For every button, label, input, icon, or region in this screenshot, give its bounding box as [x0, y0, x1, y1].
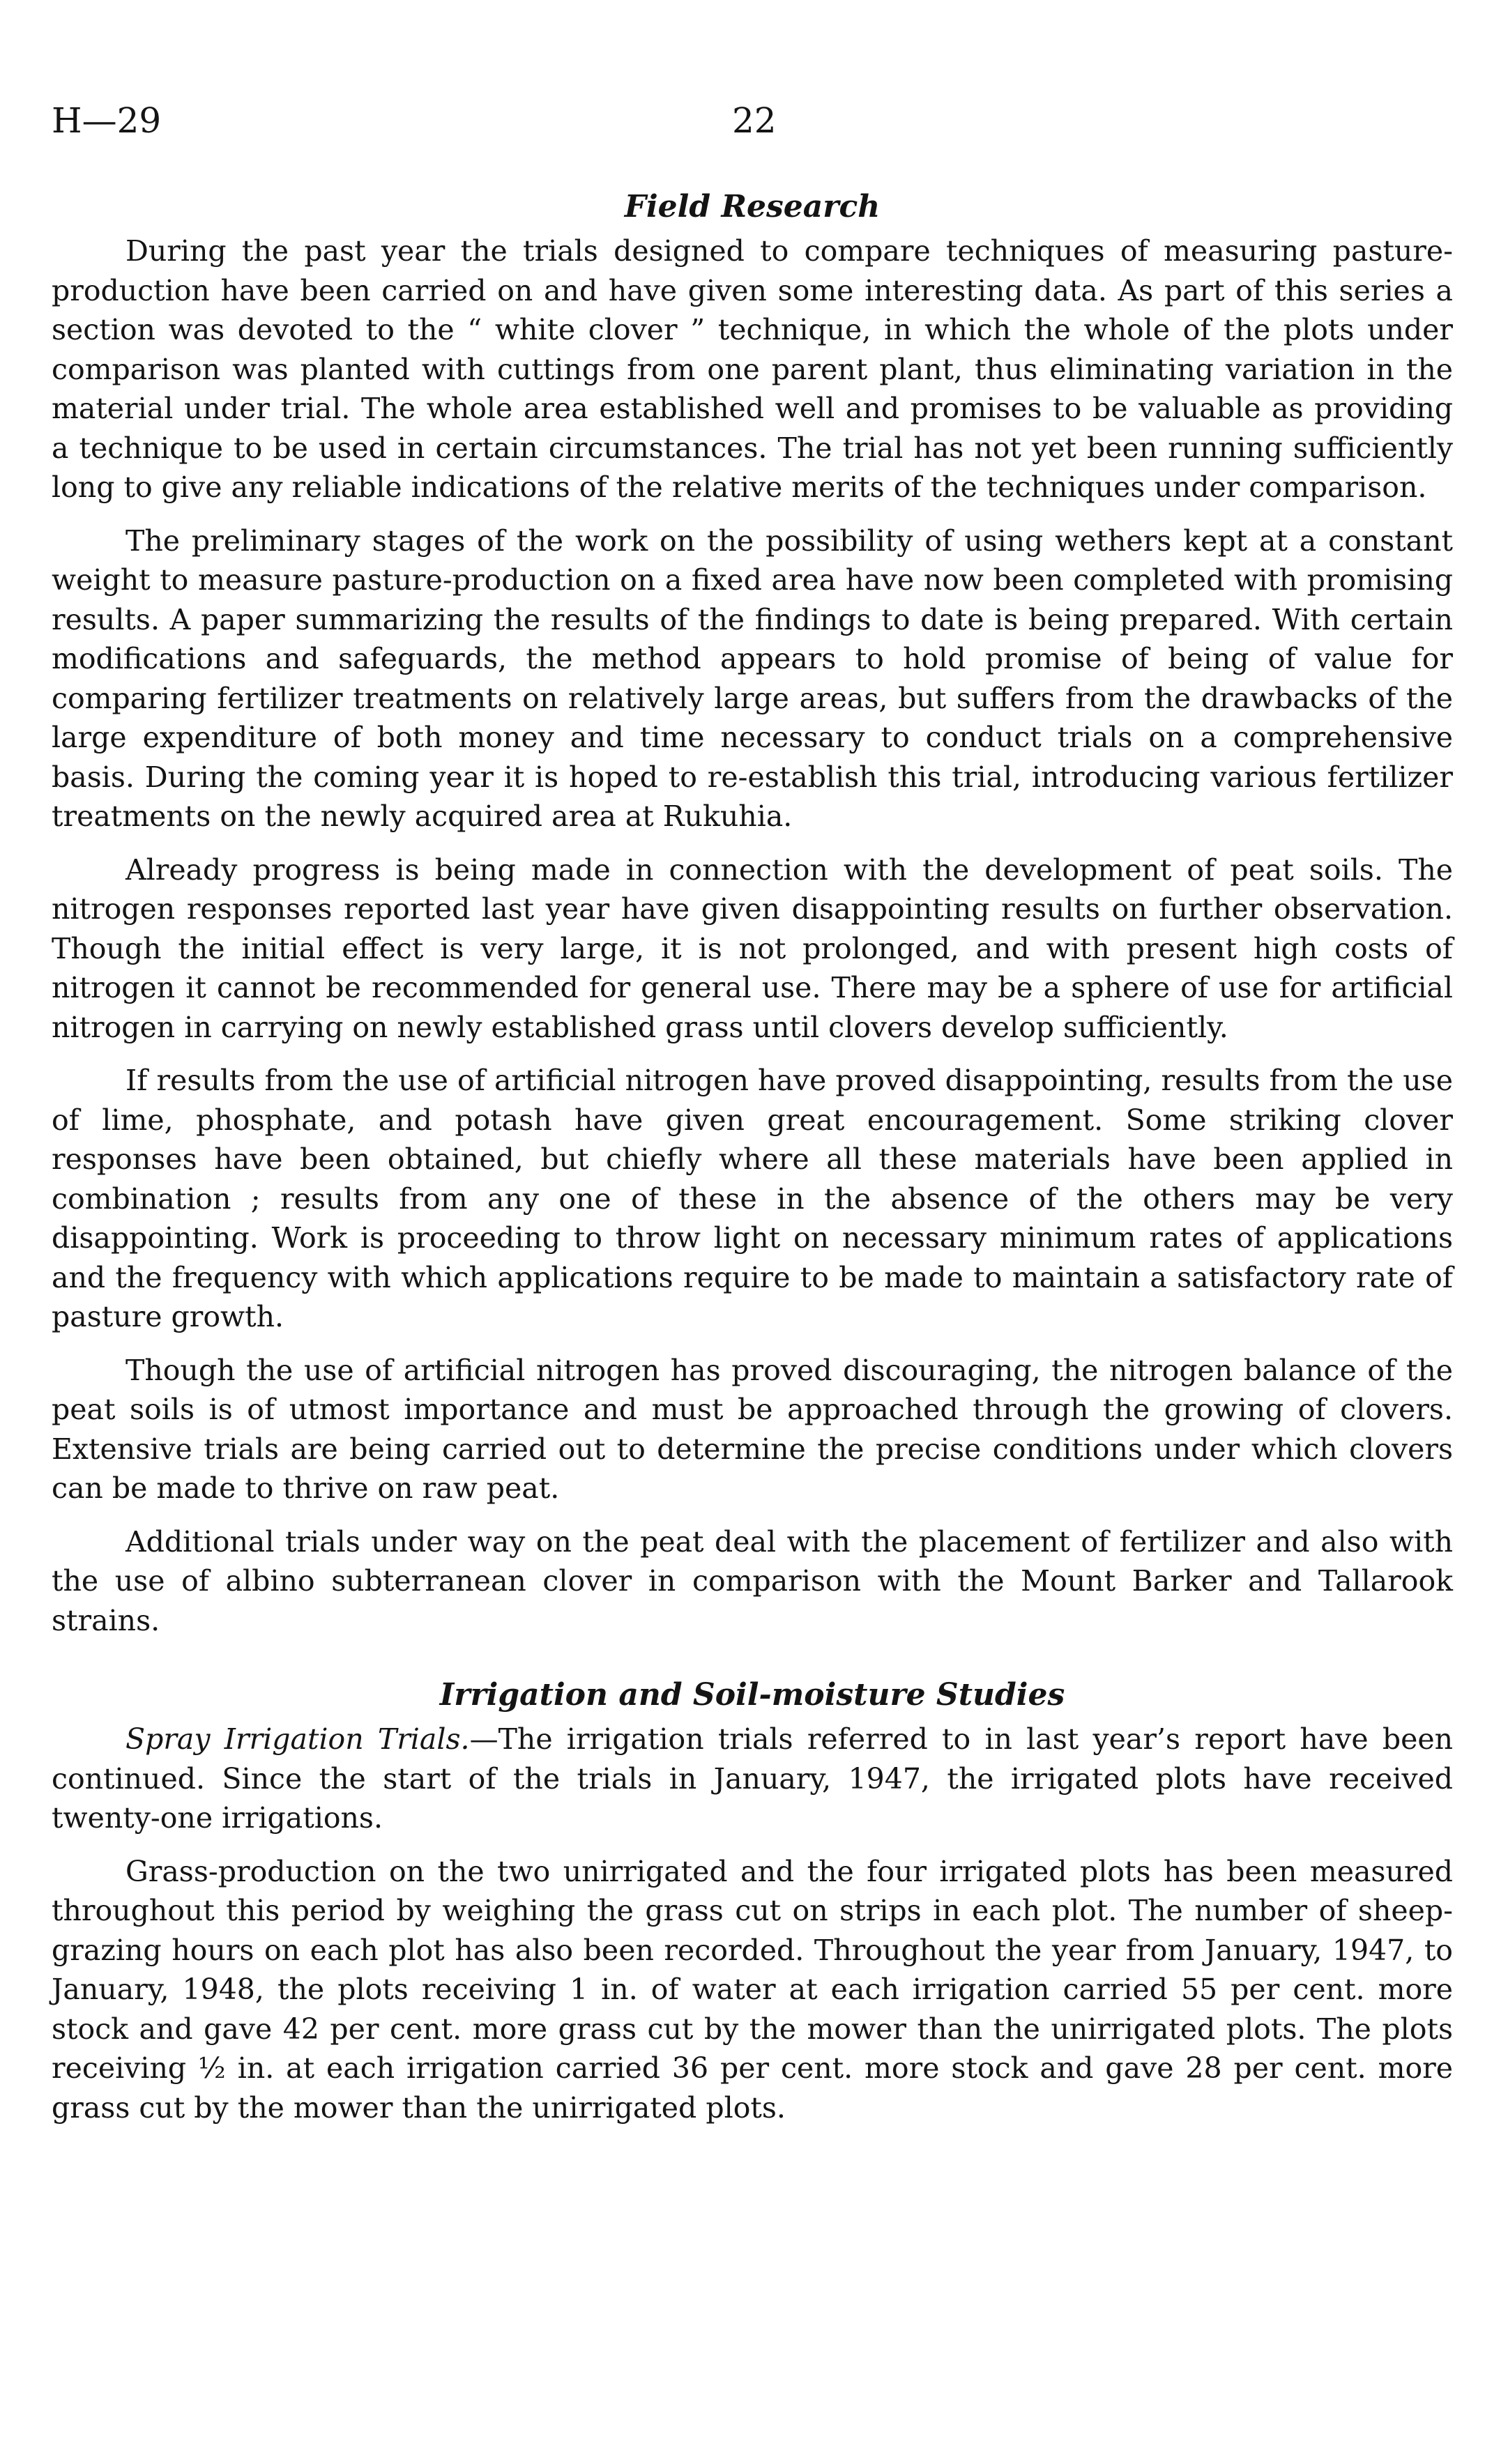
paragraph: Grass-production on the two unirrigated and the four irrigated plots has been measured throughout this period by weighing the grass cut on strips in each plot. The number of sheep-grazing hours on each plot has also been recorded. Throughout the year from January, 1947, to January, 1948, the plots receiving 1 in. of water at each irrigation carried 55 per cent. more stock and gave 42 per cent. more grass cut by the mower than the unirrigated plots. The plots receiving ½ in. at each irrigation carried 36 per cent. more stock and gave 28 per cent. more grass cut by the mower than the unirrigated plots. — [52, 1854, 1453, 2125]
paragraph-spray-irrigation — [52, 1720, 1453, 1838]
paragraph: If results from the use of artificial nitrogen have proved disappointing, results from the use of lime, phosphate, and potash have given great encouragement. Some striking clover responses have been obtained, but chiefly where all these materials have been applied in combination ; results from any one of these in the absence of the others may be very disappointing. Work is proceeding to throw light on necessary minimum rates of applications and the frequency with which applications require to be made to maintain a satisfactory rate of pasture growth. — [52, 1064, 1453, 1333]
section-heading-irrigation: Irrigation and Soil-moisture Studies — [439, 1677, 1065, 1713]
body-text — [52, 187, 1453, 2141]
paragraph: Additional trials under way on the peat deal with the placement of fertilizer and also with the use of albino subterranean clover in comparison with the Mount Barker and Tallarook strains. — [52, 1524, 1453, 1637]
report-code: H—29 — [52, 100, 162, 141]
run-in-heading: Spray Irrigation Trials. — [125, 1722, 470, 1756]
paragraph-text: —The irrigation trials referred to in last year’s report have been continued. Since the start of the trials in January, 1947, the irrigated plots have received twenty-one irrigations. — [52, 1722, 1454, 1835]
page-number: 22 — [732, 100, 777, 141]
paragraph: Already progress is being made in connection with the development of peat soils. The nitrogen responses reported last year have given disappointing results on further observation. Though the initial effect is very large, it is not prolonged, and with present high costs of nitrogen it cannot be recommended for general use. There may be a sphere of use for artificial nitrogen in carrying on newly established grass until clovers develop sufficiently. — [52, 852, 1453, 1044]
section-heading-field-research: Field Research — [624, 189, 881, 224]
paragraph: The preliminary stages of the work on the possibility of using wethers kept at a constant weight to measure pasture-production on a fixed area have now been completed with promising results. A paper summarizing the results of the findings to date is being prepared. With certain modifications and safeguards, the method appears to hold promise of being of value for comparing fertilizer treatments on relatively large areas, but suffers from the drawbacks of the large expenditure of both money and time necessary to conduct trials on a comprehensive basis. During the coming year it is hoped to re-establish this trial, introducing various fertilizer treatments on the newly acquired area at Rukuhia. — [52, 523, 1453, 833]
paragraph: During the past year the trials designed to compare techniques of measuring pasture-production have been carried on and have given some interesting data. As part of this series a section was devoted to the “ white clover ” technique, in which the whole of the plots under comparison was planted with cuttings from one parent plant, thus eliminating variation in the material under trial. The whole area established well and promises to be valuable as providing a technique to be used in certain circumstances. The trial has not yet been running sufficiently long to give any reliable indications of the relative merits of the techniques under comparison. — [52, 234, 1453, 504]
page-header — [52, 96, 1453, 145]
paragraph: Though the use of artificial nitrogen has proved discouraging, the nitrogen balance of the peat soils is of utmost importance and must be approached through the growing of clovers. Extensive trials are being carried out to determine the precise conditions under which clovers can be made to thrive on raw peat. — [52, 1353, 1453, 1505]
